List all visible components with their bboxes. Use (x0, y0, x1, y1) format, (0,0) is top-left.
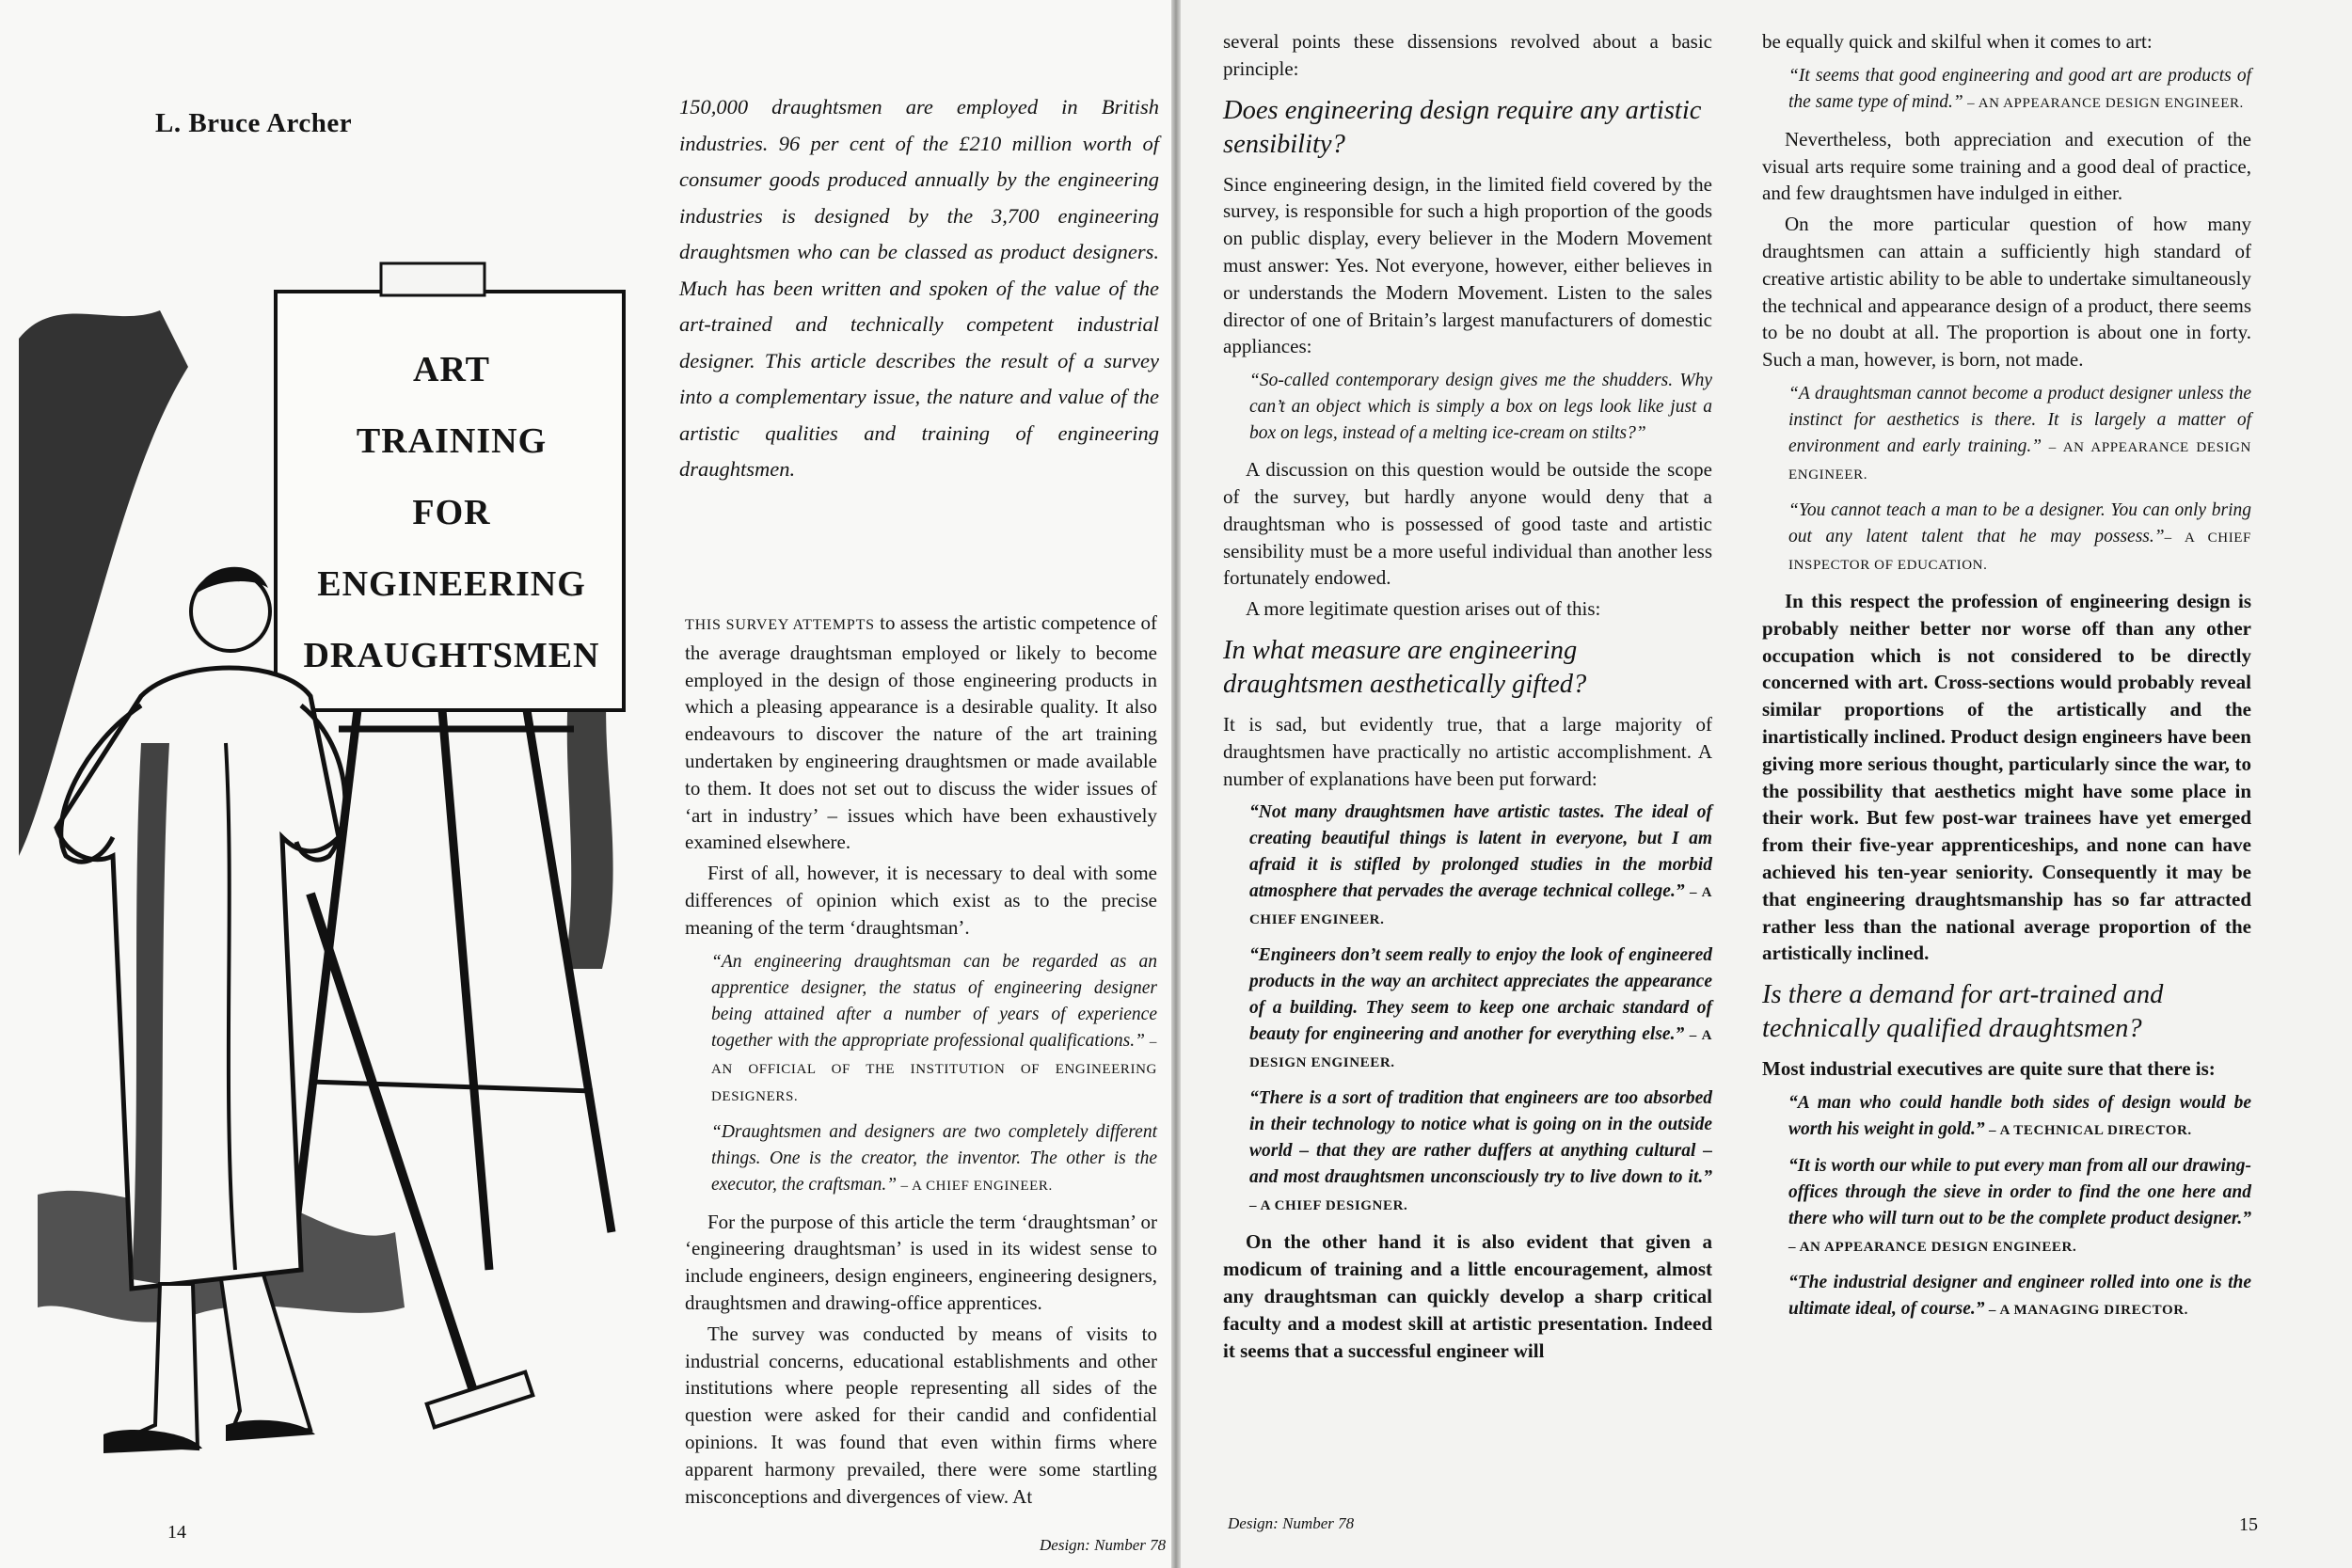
article-title (282, 334, 621, 691)
text-column-left (685, 610, 1157, 1513)
page-number-left: 14 (167, 1522, 186, 1543)
quote: “It seems that good engineering and good art are products of the same type of mind.” – AN APPEARANCE DESIGN ENGINEER. (1788, 65, 2251, 112)
quote: “A draughtsman cannot become a product designer unless the instinct for aesthetics is there. It is largely a matter of environment and early training.” – AN APPEARANCE DESIGN ENGINEER. (1788, 383, 2251, 483)
title-line: TRAINING (356, 421, 548, 461)
quote-source: – A CHIEF ENGINEER. (1249, 885, 1713, 928)
quote-source: – AN APPEARANCE DESIGN ENGINEER. (1788, 1239, 2077, 1255)
quote: “An engineering draughtsman can be regarded as an apprentice designer, the status of engineering designer being attained after a number of years of experience together with the appropriate professional qualifications.” – AN OFFICIAL OF THE INSTITUTION OF ENGINEERING DESIGNERS. (711, 951, 1157, 1104)
quote-source: – A TECHNICAL DIRECTOR. (1984, 1122, 2192, 1138)
text-column-middle (1223, 28, 1712, 1368)
quote-source: – A CHIEF ENGINEER. (897, 1178, 1053, 1194)
t-square-head (427, 1372, 533, 1428)
book-gutter (1171, 0, 1181, 1568)
running-footer-right: Design: Number 78 (1228, 1514, 1355, 1532)
paragraph: It is sad, but evidently true, that a large majority of draughtsmen have practically no artistic accomplishment. A number of explanations have been put forward: (1223, 712, 1712, 790)
title-line: DRAUGHTSMEN (303, 636, 600, 675)
bold-quote-group (1223, 800, 1712, 1364)
paragraph: On the more particular question of how many draughtsmen can attain a sufficiently high standard of creative artistic ability to be able to undertake simultaneously the technical and appearance design of a product, there seems to be no doubt at all. The proportion is about one in forty. Such a man, however, is born, not made. (1762, 213, 2251, 372)
author-name: L. Bruce Archer (155, 108, 353, 138)
bold-text-group (1762, 588, 2251, 1323)
standfirst: 150,000 draughtsmen are employed in British industries. 96 per cent of the £210 million worth of consumer goods produced annually by the engineering industries is designed by the 3,700 engineering draughtsmen who can be classed as product designers. Much has been written and spoken of the value of the art-trained and technically competent industrial designer. This article describes the result of a survey into a complementary issue, the nature and value of the artistic qualities and training of engineering draughtsmen. (679, 95, 1159, 481)
quote: “Draughtsmen and designers are two completely different things. One is the creator, the inventor. The other is the executor, the craftsman.” – A CHIEF ENGINEER. (711, 1121, 1157, 1195)
quote-source: – A CHIEF DESIGNER. (1249, 1198, 1408, 1214)
t-square-blade (310, 894, 480, 1411)
quote: “There is a sort of tradition that engineers are too absorbed in their technology to notice what is going on in the outside world – that they are rather duffers at anything cultural – and most draughtsmen unconsciously try to live down to it.” – A CHIEF DESIGNER. (1249, 1088, 1712, 1214)
running-footer-left: Design: Number 78 (1040, 1536, 1167, 1554)
paragraph: A discussion on this question would be outside the scope of the survey, but hardly anyone would deny that a draughtsman who is possessed of good taste and artistic sensibility must be a more useful individual than another less fortunately endowed. (1223, 458, 1712, 590)
quote-source: – A CHIEF INSPECTOR OF EDUCATION. (1788, 530, 2251, 573)
paragraph: Most industrial executives are quite sure that there is: (1762, 1057, 2216, 1081)
quote: “Not many draughtsmen have artistic tastes. The ideal of creating beautiful things is latent in everyone, but I am afraid it is stifled by prolonged studies in the morbid atmosphere that pervades the average technical college.” – A CHIEF ENGINEER. (1249, 802, 1713, 928)
lead-text: to assess the artistic competence of the average draughtsman employed or likely to become employed in the design of those engineering products in which a pleasing appearance is a desirable quality. It also endeavours to discover the nature of the art training undertaken by engineering draughtsmen or made available to them. It does not set out to discuss the wider issues of ‘art in industry’ – issues which have been exhaustively examined elsewhere. (685, 611, 1157, 854)
page-number-right: 15 (2239, 1514, 2258, 1535)
paragraph: In this respect the profession of engineering design is probably neither better nor worse off than any other occupation which is not considered to be directly concerned with art. Cross-sections would probably reveal similar proportions of the artistically and the inartistically inclined. Product design engineers have been giving more serious thought, particularly since the war, to the possibility that aesthetics might have some place in their work. But few post-war trainees have yet emerged from their five-year apprenticeships, and none can have achieved his ten-year seniority. Consequently it may be that engineering draughtsmanship has so far attracted rather less than the national average proportion of the artistically inclined. (1762, 589, 2251, 965)
paragraph: First of all, however, it is necessary to deal with some differences of opinion which exist as to the precise meaning of the term ‘draughtsman’. (685, 862, 1157, 939)
paragraph: The survey was conducted by means of visits to industrial concerns, educational establishments and other institutions where people representing all sides of the question were asked for their candid and confidential opinions. It was found that even within firms where apparent harmony prevailed, there were some startling misconceptions and divergences of view. At (685, 1322, 1157, 1508)
easel-brace (310, 1082, 593, 1091)
paragraph: On the other hand it is also evident that given a modicum of training and a little encouragement, almost any draughtsman can quickly develop a sharp critical faculty and a modest skill at artistic presentation. Indeed it seems that a successful engineer will (1223, 1230, 1712, 1362)
subheading: Does engineering design require any artistic sensibility? (1223, 95, 1702, 159)
quote-source: – A MANAGING DIRECTOR. (1984, 1302, 2188, 1318)
left-page (0, 0, 1171, 1568)
paragraph: Since engineering design, in the limited field covered by the survey, is responsible for such a high proportion of the goods on public display, every believer in the Modern Movement must answer: Yes. Not everyone, however, either believes in or understands the Modern Movement. Listen to the sales director of one of Britain’s largest manufacturers of domestic appliances: (1223, 172, 1712, 358)
paragraph: For the purpose of this article the term ‘draughtsman’ or ‘engineering draughtsman’ is used in its widest sense to include engineers, design engineers, engineering designers, draughtsmen and drawing-office apprentices. (685, 1210, 1157, 1314)
paragraph: A more legitimate question arises out of this: (1246, 597, 1601, 621)
quote-source: – AN OFFICIAL OF THE INSTITUTION OF ENGINEERING DESIGNERS. (711, 1034, 1157, 1104)
paragraph: Nevertheless, both appreciation and execution of the visual arts require some training and a good deal of practice, and few draughtsmen have indulged in either. (1762, 127, 2251, 205)
subheading: Is there a demand for art-trained and technically qualified draughtsmen? (1762, 980, 2164, 1044)
lead-paragraph (685, 610, 1157, 856)
paragraph: be equally quick and skilful when it comes to art: (1762, 30, 2153, 53)
title-line: ART (413, 350, 490, 389)
quote-source: – AN APPEARANCE DESIGN ENGINEER. (1963, 95, 2244, 111)
quote-source: – AN APPEARANCE DESIGN ENGINEER. (1788, 439, 2251, 483)
quote: “You cannot teach a man to be a designer. You can only bring out any latent talent that he may possess.”– A CHIEF INSPECTOR OF EDUCATION. (1788, 499, 2251, 573)
lead-smallcaps: THIS SURVEY ATTEMPTS (685, 617, 875, 633)
title-line: FOR (412, 493, 491, 532)
text-column-right (1762, 28, 2251, 1333)
sign-clip (381, 263, 485, 295)
quote: “It is worth our while to put every man from all our drawing-offices through the sieve in order to find the one here and there who will turn out to be the complete product designer.” – AN APPEARANCE DESIGN ENGINEER. (1788, 1155, 2251, 1255)
quote: “The industrial designer and engineer rolled into one is the ultimate ideal, of course.” – A MANAGING DIRECTOR. (1788, 1272, 2251, 1319)
quote: “Engineers don’t seem really to enjoy the look of engineered products in the way an architect appreciates the appearance of a building. They seem to keep one archaic standard of beauty for engineering and another for everything else.” – A DESIGN ENGINEER. (1249, 945, 1712, 1071)
title-line: ENGINEERING (317, 564, 586, 604)
quote: “A man who could handle both sides of design would be worth his weight in gold.” – A TECHNICAL DIRECTOR. (1788, 1092, 2251, 1139)
quote-source: – A DESIGN ENGINEER. (1249, 1028, 1712, 1071)
quote: “So-called contemporary design gives me the shudders. Why can’t an object which is simply a box on legs look like just a box on legs, instead of a melting ice-cream on stilts?” (1249, 371, 1712, 444)
easel-leg-center (442, 710, 489, 1270)
paragraph: several points these dissensions revolved about a basic principle: (1223, 30, 1712, 80)
subheading: In what measure are engineering draughtsmen aesthetically gifted? (1223, 635, 1587, 699)
